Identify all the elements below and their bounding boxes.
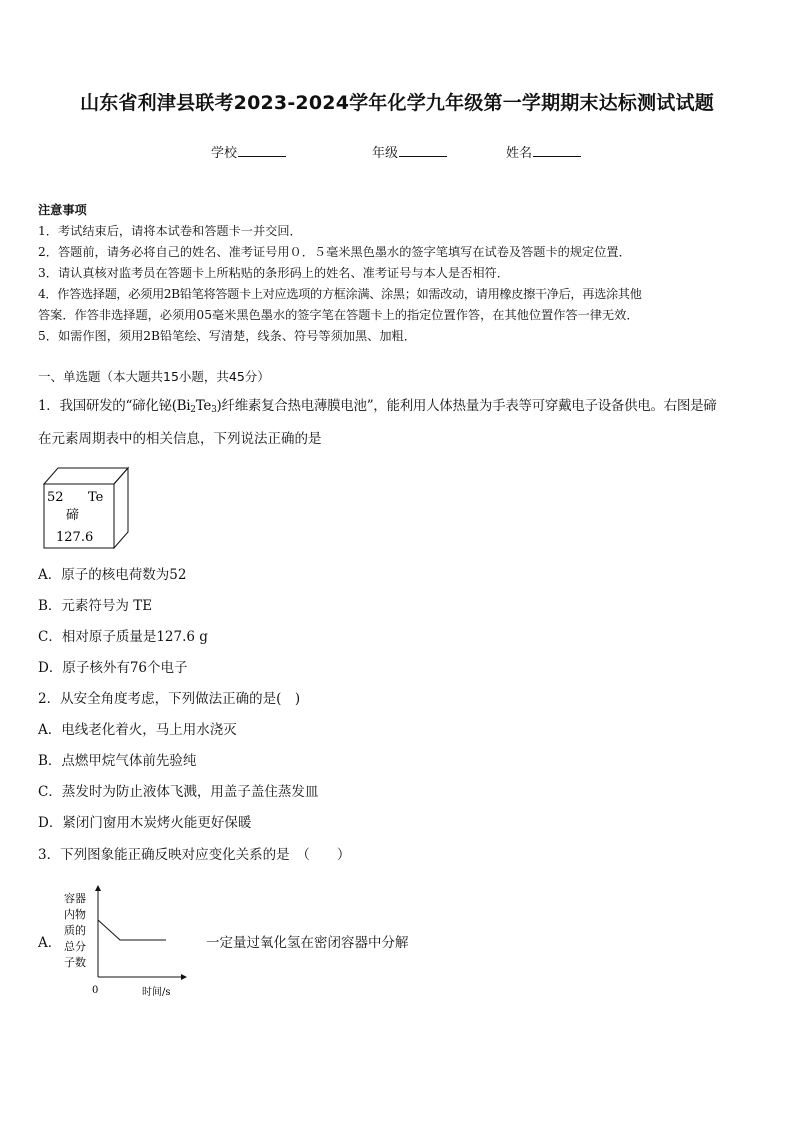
element-symbol: Te [88,490,104,505]
element-number: 52 [47,490,64,505]
note-item: 5．如需作图，须用2B铅笔绘、写清楚，线条、符号等须加黑、加粗． [38,329,416,343]
grade-label: 年级 [372,146,399,161]
element-mass: 127.6 [56,530,94,545]
note-item: 2．答题前，请务必将自己的姓名、准考证号用０．５毫米黑色墨水的签字笔填写在试卷及答题卡的规定位置． [38,245,631,259]
q2-stem: 2．从安全角度考虑，下列做法正确的是( ) [38,691,301,707]
q2-option-d: D．紧闭门窗用木炭烤火能更好保暖 [38,815,252,831]
q1-option-b: B．元素符号为 TE [38,598,153,614]
q1-text-c: )纤维素复合热电薄膜电池”，能利用人体热量为手表等可穿戴电子设备供电。右图是碲 [216,398,717,414]
element-card [36,462,132,552]
q1-text-a: 1．我国研发的“碲化铋(Bi [38,398,191,414]
note-item: 3．请认真核对监考员在答题卡上所粘贴的条形码上的姓名、准考证号与本人是否相符． [38,266,509,280]
card-top-face [44,468,128,484]
q1-stem-line1 [38,394,717,415]
school-field [211,142,286,161]
element-name: 碲 [66,508,80,523]
q3-stem: 3．下列图象能正确反映对应变化关系的是 （ ） [38,847,351,863]
q3-graph-a [60,882,190,1000]
school-label: 学校 [211,146,238,161]
grade-field [372,142,447,161]
name-label: 姓名 [506,146,533,161]
note-item: 4．作答选择题，必须用2B铅笔将答题卡上对应选项的方框涂满、涂黑；如需改动，请用橡皮擦干净后，再选涂其他 [38,287,642,301]
notes-heading: 注意事项 [38,203,87,217]
note-item: 1．考试结束后，请将本试卷和答题卡一并交回． [38,224,302,238]
y-label-line: 容器 [64,892,86,905]
origin-label: 0 [92,985,99,996]
q1-subscript-2: 3 [211,405,217,415]
q3-option-a-desc: 一定量过氧化氢在密闭容器中分解 [206,935,409,951]
q3-option-a-label: A． [38,935,62,951]
section-heading: 一、单选题（本大题共15小题，共45分） [38,369,270,384]
q2-option-a: A．电线老化着火，马上用水浇灭 [38,722,237,738]
q1-text-b: Te [195,398,212,414]
x-label: 时间/s [142,987,171,998]
q2-option-b: B．点燃甲烷气体前先验纯 [38,753,197,769]
card-side-face [114,468,128,548]
q1-option-d: D．原子核外有76个电子 [38,660,188,676]
page-title: 山东省利津县联考2023-2024学年化学九年级第一学期期末达标测试试题 [80,92,714,114]
q2-option-c: C．蒸发时为防止液体飞溅，用盖子盖住蒸发皿 [38,784,319,800]
grade-blank [399,143,447,157]
q1-stem-line2: 在元素周期表中的相关信息，下列说法正确的是 [38,431,322,447]
q1-option-a: A．原子的核电荷数为52 [38,567,187,583]
note-item: 答案．作答非选择题，必须用05毫米黑色墨水的签字笔在答题卡上的指定位置作答，在其他位置作答一律无效． [38,308,639,322]
name-blank [533,143,581,157]
q1-option-c: C．相对原子质量是127.6 g [38,629,208,645]
y-label-line: 质的 [64,924,86,937]
name-field [506,142,581,161]
graph-line [98,920,166,940]
q1-subscript-1: 2 [190,405,196,415]
y-label-line: 子数 [64,956,86,969]
y-label-line: 总分 [64,940,86,953]
school-blank [238,143,286,157]
y-label-line: 内物 [64,908,86,921]
